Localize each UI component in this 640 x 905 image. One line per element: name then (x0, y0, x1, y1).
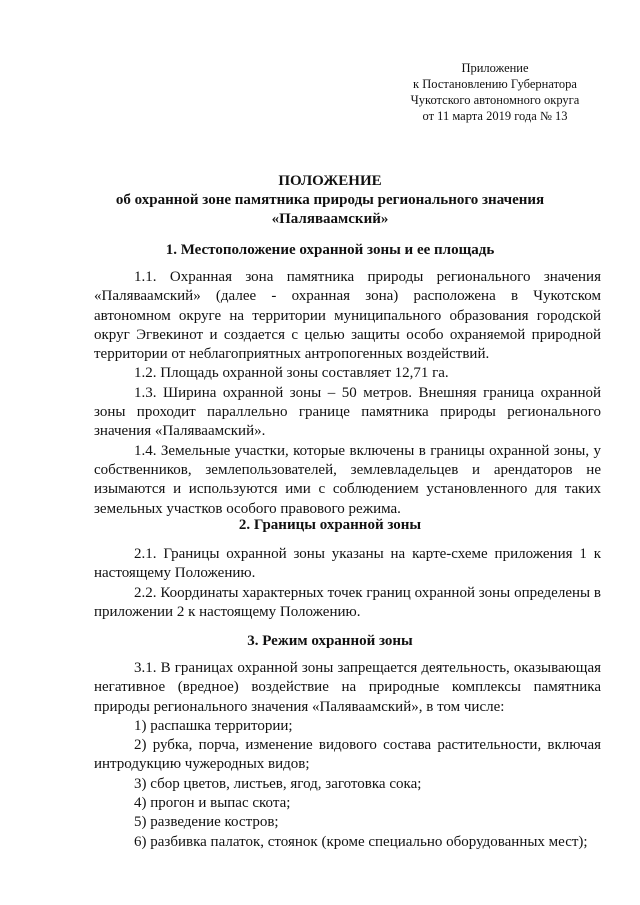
paragraph-1-2: 1.2. Площадь охранной зоны составляет 12,71 га. (134, 365, 449, 382)
title-line-3: «Паляваамский» (271, 211, 389, 227)
list-item: 4) прогон и выпас скота; (134, 795, 291, 812)
annex-line-3: Чукотского автономного округа (410, 93, 580, 107)
section-3-body (94, 659, 601, 852)
annex-line-1: Приложение (461, 61, 529, 75)
paragraph-1-3: 1.3. Ширина охранной зоны – 50 метров. Внешняя граница охранной зоны проходит параллельно границе памятника природы регионального значения «Паляваамский». (94, 384, 601, 440)
paragraph-1-4: 1.4. Земельные участки, которые включены в границы охранной зоны, у собственников, землепользователей, землевладельцев и арендаторов не изымаются и используются ими с соблюдением установленного для таких земельных участков особого правового режима. (94, 442, 601, 517)
section-2-body (94, 545, 601, 622)
annex-line-2: к Постановлению Губернатора (413, 77, 577, 91)
section-1-body (94, 268, 601, 519)
document-title (60, 172, 600, 229)
list-item: 1) распашка территории; (134, 717, 293, 734)
section-3-heading: 3. Режим охранной зоны (247, 633, 413, 649)
section-2-heading: 2. Границы охранной зоны (238, 517, 422, 533)
title-line-1: ПОЛОЖЕНИЕ (278, 173, 382, 189)
title-line-2: об охранной зоне памятника природы регионального значения (115, 192, 545, 208)
list-item: 6) разбивка палаток, стоянок (кроме специально оборудованных мест); (134, 833, 588, 850)
list-item: 5) разведение костров; (134, 814, 279, 831)
paragraph-1-1: 1.1. Охранная зона памятника природы регионального значения «Паляваамский» (далее - охранная зона) расположена в Чукотском автономном округе на территории муниципального образования городской округ Эгвекинот и создается с целью защиты особо охраняемой природной территории от неблагоприятных антропогенных воздействий. (94, 269, 601, 363)
list-item: 3) сбор цветов, листьев, ягод, заготовка сока; (134, 775, 422, 792)
paragraph-2-1: 2.1. Границы охранной зоны указаны на карте-схеме приложения 1 к настоящему Положению. (94, 546, 601, 582)
annex-line-4: от 11 марта 2019 года № 13 (422, 109, 568, 123)
list-item: 2) рубка, порча, изменение видового состава растительности, включая интродукцию чужеродных видов; (94, 737, 601, 773)
paragraph-3-1: 3.1. В границах охранной зоны запрещается деятельность, оказывающая негативное (вредное) воздействие на природные комплексы памятника природы регионального значения «Паляваамский», в том числе: (94, 660, 601, 715)
paragraph-2-2: 2.2. Координаты характерных точек границ охранной зоны определены в приложении 2 к настоящему Положению. (94, 584, 601, 620)
annex-block (380, 60, 610, 124)
section-1-heading: 1. Местоположение охранной зоны и ее площадь (165, 242, 495, 258)
